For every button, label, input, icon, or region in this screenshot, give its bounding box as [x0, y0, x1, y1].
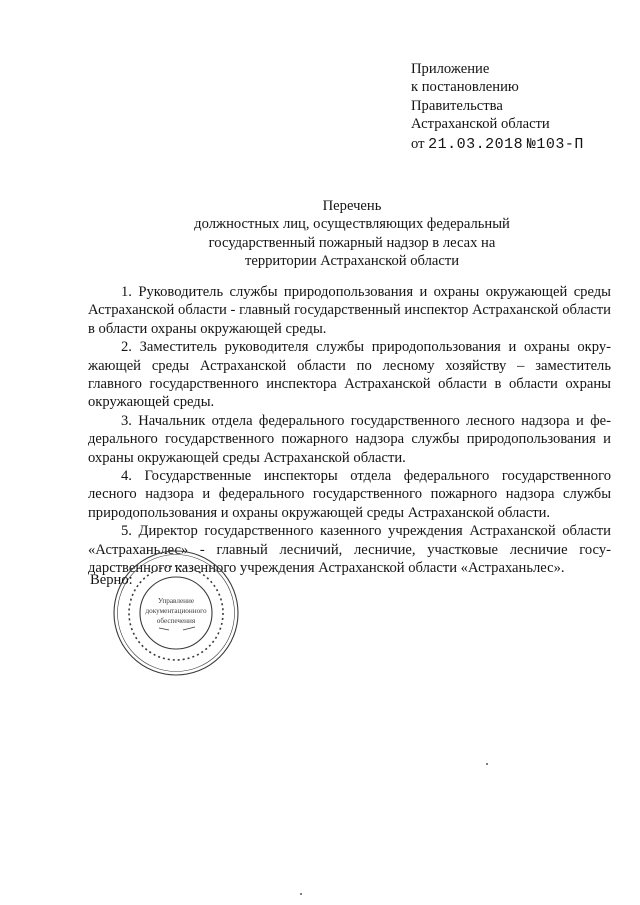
heading-line-1: должностных лиц, осуществляющих федеральный	[194, 216, 510, 233]
heading-title: Перечень	[322, 198, 382, 214]
resolution-date: 21.03.2018	[428, 135, 524, 153]
appendix-date-line	[411, 135, 626, 154]
heading-line-3: территории Астраханской области	[244, 253, 460, 270]
stamp-inner-text	[145, 597, 206, 625]
appendix-authority: Правительства	[411, 97, 503, 114]
stamp-inner-line-3: обеспечения	[156, 617, 196, 625]
list-item-1: 1. Руководитель службы природопользования и охраны окружающей среды Астраханской области - главный государственный инспектор Астраханской области в области охраны окружающей среды.	[88, 284, 611, 337]
official-stamp	[111, 548, 241, 678]
list-item-5: 5. Директор государственного казенного учреждения Астраханской области «Астраханьлес» - главный лесничий, лесничие, участковые лесничие государственного казенного учреждения Астраханской области «Астраханьлес».	[88, 523, 611, 577]
resolution-number: №103-П	[526, 135, 584, 153]
document-heading	[120, 197, 584, 271]
appendix-reference: к постановлению	[411, 79, 519, 96]
scan-speck	[300, 893, 302, 895]
certification-label: Верно:	[90, 572, 133, 588]
stamp-seal-icon	[111, 548, 241, 678]
document-body	[88, 283, 611, 578]
list-item-2: 2. Заместитель руководителя службы природопользования и охраны окружающей среды Астраханской области по лесному хозяйству – заместитель главного государственного инспектора Астраханской области в области охраны окружающей среды.	[88, 339, 611, 411]
list-item-3: 3. Начальник отдела федерального государственного лесного надзора и федерального государственного пожарного надзора службы природопользования и охраны окружающей среды Астраханской области.	[88, 412, 611, 466]
date-prefix: от	[411, 135, 425, 152]
stamp-inner-marks	[159, 627, 195, 630]
appendix-title: Приложение	[411, 61, 490, 77]
appendix-block	[411, 60, 626, 154]
stamp-inner-line-1: Управление	[157, 597, 195, 605]
list-item-4: 4. Государственные инспекторы отдела федерального государственного лесного надзора и федерального государственного пожарного надзора службы природопользования и охраны окружающей среды Астраханской области.	[88, 468, 611, 521]
scan-speck	[486, 763, 488, 765]
stamp-inner-line-2: документационного	[145, 607, 207, 615]
heading-line-2: государственный пожарный надзор в лесах на	[208, 234, 496, 251]
appendix-region: Астраханской области	[411, 116, 550, 133]
